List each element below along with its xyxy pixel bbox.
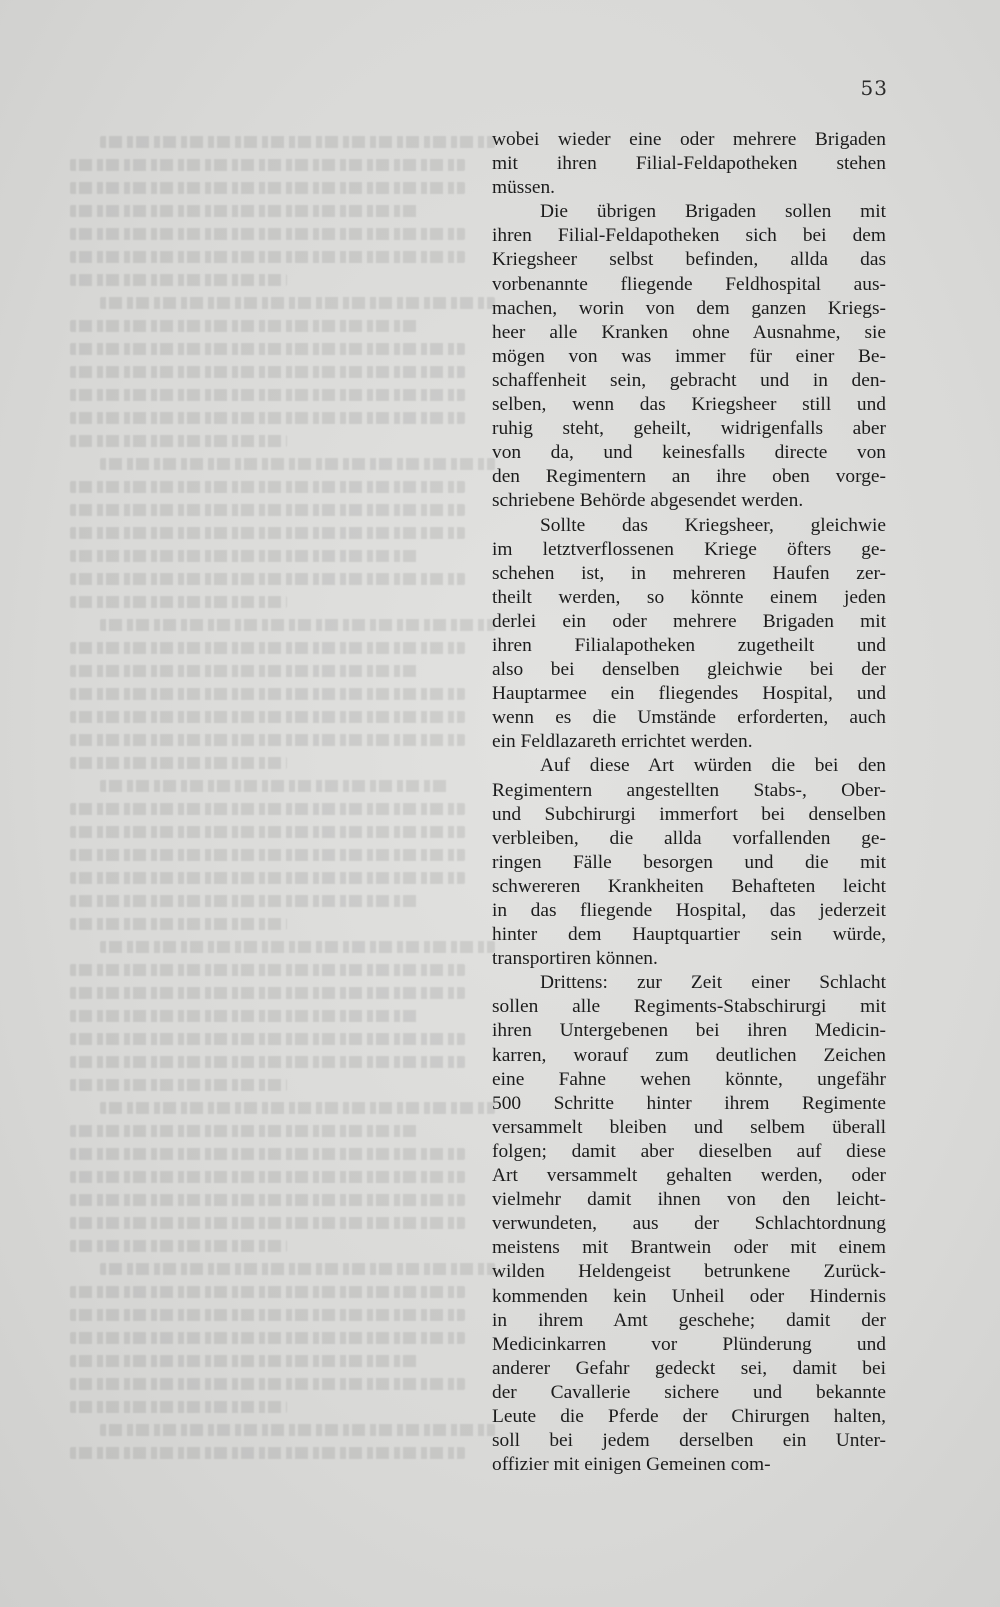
body-text	[492, 128, 886, 1477]
show-through-line	[70, 366, 465, 378]
paragraph	[492, 128, 886, 200]
text-line: den Regimentern an ihre oben vorge-	[492, 466, 886, 488]
show-through-line	[70, 481, 465, 493]
text-line: mit ihren Filial-Feldapotheken stehen	[492, 153, 886, 175]
text-line: der Cavallerie sichere und bekannte	[492, 1381, 886, 1403]
text-line: verbleiben, die allda vorfallenden ge-	[492, 827, 886, 849]
show-through-line	[70, 1033, 465, 1045]
text-line: heer alle Kranken ohne Ausnahme, sie	[492, 321, 886, 343]
text-line: schwereren Krankheiten Behafteten leicht	[492, 875, 886, 897]
text-line: wilden Heldengeist betrunkene Zurück-	[492, 1261, 886, 1283]
text-line: müssen.	[492, 177, 556, 199]
show-through-line	[70, 803, 465, 815]
text-line: also bei denselben gleichwie bei der	[492, 659, 886, 681]
text-line: wenn es die Umstände erforderten, auch	[492, 707, 886, 729]
show-through-line	[70, 1125, 418, 1137]
text-line: soll bei jedem derselben ein Unter-	[492, 1430, 886, 1452]
text-line: anderer Gefahr gedeckt sei, damit bei	[492, 1357, 886, 1379]
text-line: vielmehr damit ihnen von den leicht-	[492, 1189, 886, 1211]
show-through-line	[70, 412, 465, 424]
text-line: versammelt bleiben und selbem überall	[492, 1116, 886, 1138]
show-through-line	[70, 895, 418, 907]
paragraph	[492, 514, 886, 755]
text-line: schaffenheit sein, gebracht und in den-	[492, 369, 886, 391]
text-line: ein Feldlazareth errichtet werden.	[492, 731, 753, 753]
show-through-line	[70, 665, 418, 677]
text-line: ihren Untergebenen bei ihren Medicin-	[492, 1020, 886, 1042]
show-through-line	[70, 228, 465, 240]
show-through-line	[70, 1148, 465, 1160]
text-line: karren, worauf zum deutlichen Zeichen	[492, 1044, 886, 1066]
show-through-line	[70, 1010, 418, 1022]
show-through-line	[70, 757, 287, 769]
show-through-line	[70, 504, 465, 516]
text-line: Medicinkarren vor Plünderung und	[492, 1333, 886, 1355]
text-line: Leute die Pferde der Chirurgen halten,	[492, 1405, 886, 1427]
show-through-line	[100, 1424, 495, 1436]
show-through-line	[70, 642, 465, 654]
show-through-line	[70, 1401, 287, 1413]
show-through-line	[70, 849, 465, 861]
show-through-line	[70, 389, 465, 401]
text-line: Hauptarmee ein fliegendes Hospital, und	[492, 683, 886, 705]
text-line: folgen; damit aber dieselben auf diese	[492, 1140, 886, 1162]
paragraph	[492, 200, 886, 513]
show-through-line	[70, 964, 465, 976]
show-through-line	[70, 251, 465, 263]
text-line: in das fliegende Hospital, das jederzeit	[492, 900, 886, 921]
paragraph	[492, 754, 886, 971]
show-through-line	[70, 711, 465, 723]
show-through-line	[70, 1378, 465, 1390]
text-line: machen, worin von dem ganzen Kriegs-	[492, 297, 886, 319]
show-through-line	[70, 1194, 465, 1206]
text-line: im letztverflossenen Kriege öfters ge-	[492, 538, 886, 560]
show-through-line	[70, 1217, 465, 1229]
text-line: Drittens: zur Zeit einer Schlacht	[540, 972, 886, 994]
text-line: sollen alle Regiments-Stabschirurgi mit	[492, 996, 886, 1018]
show-through-line	[70, 1332, 465, 1344]
show-through-line	[70, 343, 465, 355]
text-line: eine Fahne wehen könnte, ungefähr	[492, 1068, 886, 1090]
text-line: transportiren können.	[492, 948, 658, 970]
show-through-line	[100, 941, 495, 953]
text-line: Auf diese Art würden die bei den	[540, 755, 886, 777]
show-through-line	[70, 1309, 465, 1321]
show-through-line	[100, 1102, 495, 1114]
paragraph	[492, 971, 886, 1477]
text-line: mögen von was immer für einer Be-	[492, 345, 886, 367]
text-line: Kriegsheer selbst befinden, allda das	[492, 249, 886, 271]
text-line: Art versammelt gehalten werden, oder	[492, 1165, 886, 1187]
text-line: ihren Filial-Feldapotheken sich bei dem	[492, 225, 886, 247]
text-line: in ihrem Amt geschehe; damit der	[492, 1309, 886, 1331]
show-through-line	[70, 596, 287, 608]
text-line: derlei ein oder mehrere Brigaden mit	[492, 610, 886, 632]
text-line: theilt werden, so könnte einem jeden	[492, 586, 886, 608]
text-line: wobei wieder eine oder mehrere Brigaden	[492, 129, 886, 150]
show-through-line	[70, 573, 465, 585]
show-through-line	[70, 182, 465, 194]
show-through-line	[70, 688, 465, 700]
text-line: selben, wenn das Kriegsheer still und	[492, 394, 886, 416]
show-through-line	[70, 320, 418, 332]
show-through-line	[70, 435, 287, 447]
text-line: ruhig steht, geheilt, widrigenfalls aber	[492, 418, 886, 440]
text-line: hinter dem Hauptquartier sein würde,	[492, 924, 886, 946]
text-line: Regimentern angestellten Stabs-, Ober-	[492, 779, 886, 801]
show-through-text	[70, 125, 465, 1485]
text-line: Die übrigen Brigaden sollen mit	[540, 201, 886, 223]
show-through-line	[70, 1171, 465, 1183]
text-line: Sollte das Kriegsheer, gleichwie	[540, 514, 886, 536]
text-line: schehen ist, in mehreren Haufen zer-	[492, 562, 886, 584]
show-through-line	[70, 1286, 465, 1298]
text-line: verwundeten, aus der Schlachtordnung	[492, 1213, 886, 1235]
text-line: vorbenannte fliegende Feldhospital aus-	[492, 273, 886, 295]
text-line: schriebene Behörde abgesendet werden.	[492, 490, 804, 512]
text-line: meistens mit Brantwein oder mit einem	[492, 1237, 886, 1259]
show-through-line	[70, 1056, 465, 1068]
show-through-line	[70, 527, 465, 539]
show-through-line	[70, 734, 465, 746]
text-line: und Subchirurgi immerfort bei denselben	[492, 803, 886, 825]
text-line: offizier mit einigen Gemeinen com-	[492, 1454, 771, 1476]
show-through-line	[70, 826, 465, 838]
show-through-line	[70, 1079, 287, 1091]
show-through-line	[70, 159, 465, 171]
show-through-line	[70, 550, 418, 562]
show-through-line	[70, 918, 287, 930]
show-through-line	[70, 1355, 418, 1367]
show-through-line	[100, 780, 448, 792]
show-through-line	[100, 1263, 495, 1275]
text-line: ringen Fälle besorgen und die mit	[492, 851, 886, 873]
show-through-line	[100, 458, 495, 470]
text-line: von da, und keinesfalls directe von	[492, 442, 886, 464]
show-through-line	[70, 205, 418, 217]
text-line: ihren Filialapotheken zugetheilt und	[492, 634, 886, 656]
show-through-line	[70, 987, 465, 999]
show-through-line	[100, 297, 495, 309]
page-number: 53	[860, 76, 888, 100]
show-through-line	[100, 619, 495, 631]
show-through-line	[70, 1240, 287, 1252]
show-through-line	[70, 1447, 465, 1459]
show-through-line	[100, 136, 495, 148]
text-line: kommenden kein Unheil oder Hindernis	[492, 1285, 886, 1307]
text-line: 500 Schritte hinter ihrem Regimente	[492, 1092, 886, 1114]
show-through-line	[70, 274, 287, 286]
show-through-line	[70, 872, 465, 884]
